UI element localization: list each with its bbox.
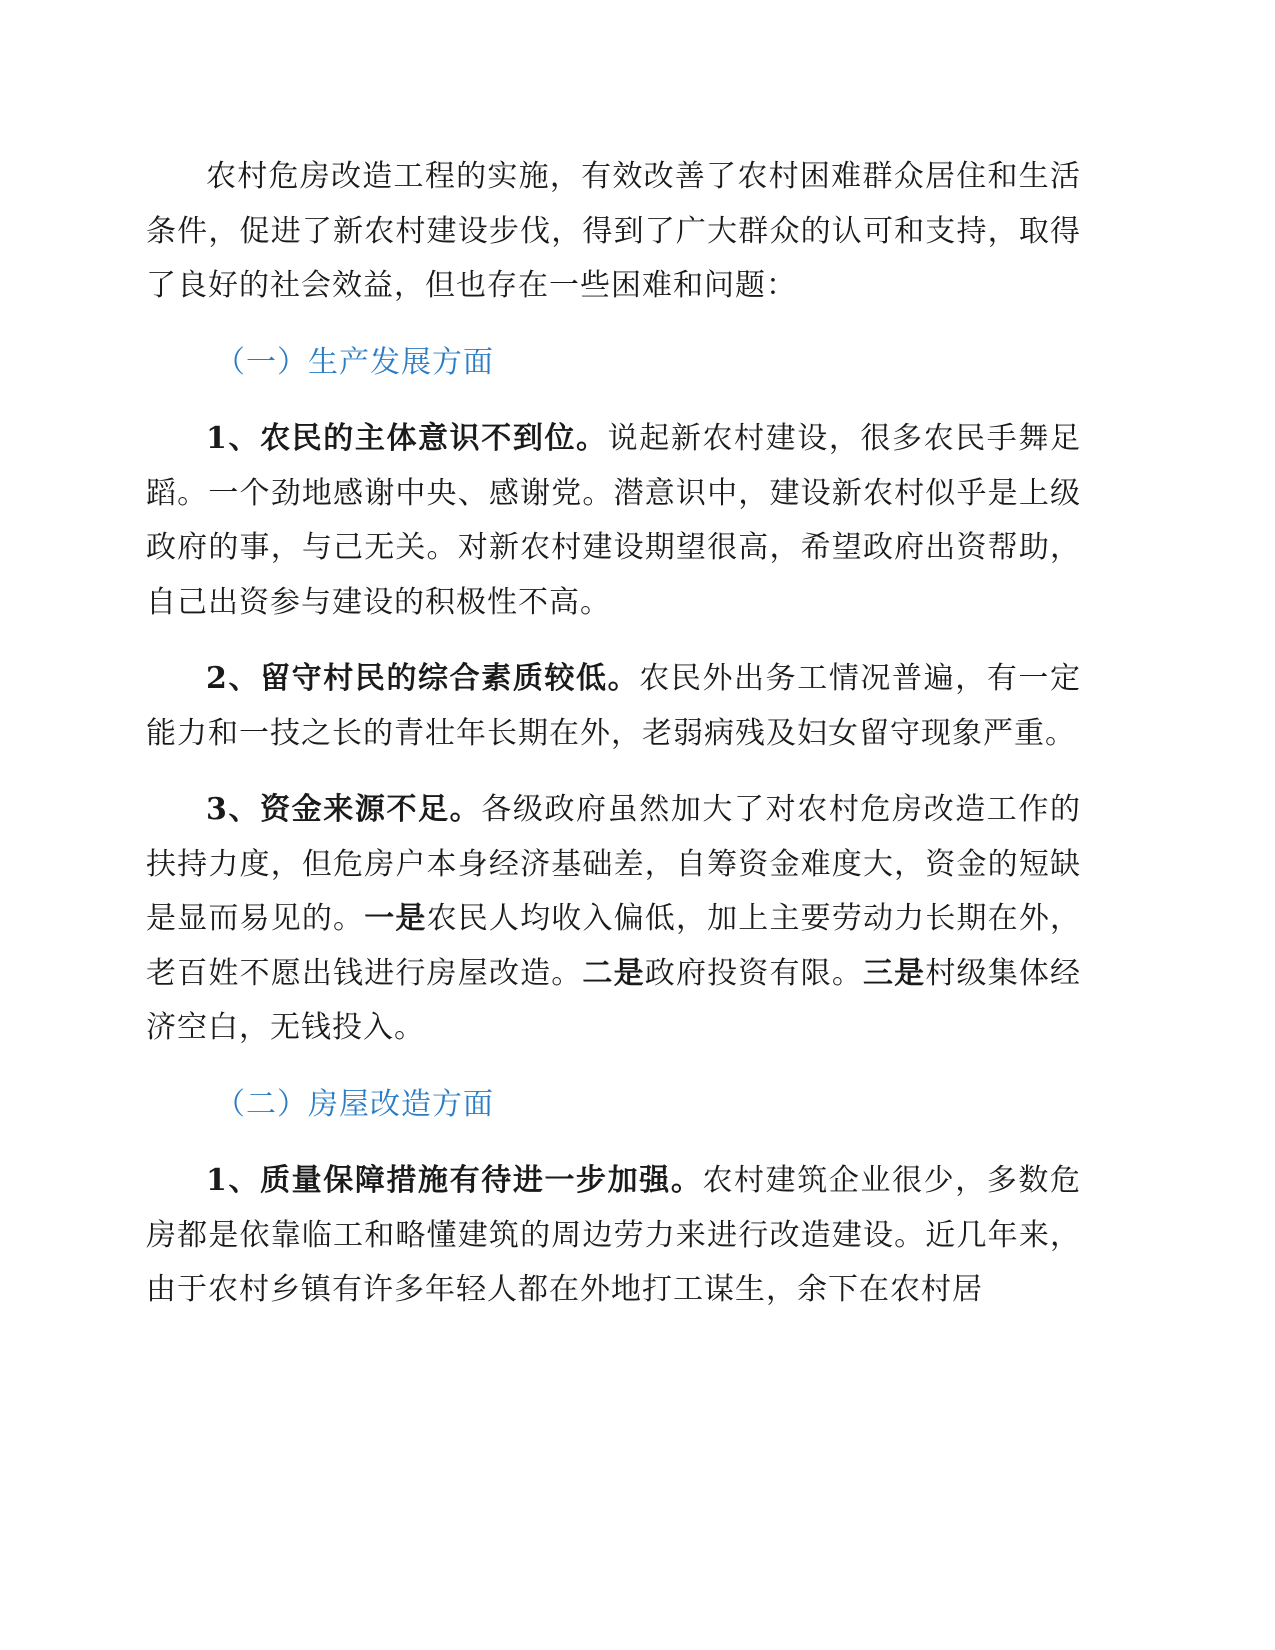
- item-1-lead: 1、农民的主体意识不到位。: [206, 421, 608, 456]
- housing-item-1-text: 农村建筑企业很少，多数危房都是依靠临工和略懂建筑的周边劳力来进行改造建设。近几年来，由于农村乡镇有许多年轻人都在外地打工谋生，余下在农村居: [146, 1163, 1082, 1307]
- paragraph-housing-item-1: [146, 1154, 1081, 1318]
- item-3-lead: 3、资金来源不足。: [206, 792, 482, 827]
- item-2-text: 农民外出务工情况普遍，有一定能力和一技之长的青壮年长期在外，老弱病残及妇女留守现象严重。: [146, 661, 1082, 751]
- housing-item-1-lead: 1、质量保障措施有待进一步加强。: [206, 1163, 703, 1198]
- paragraph-item-1: [146, 412, 1081, 630]
- item-1-text: 说起新农村建设，很多农民手舞足蹈。一个劲地感谢中央、感谢党。潜意识中，建设新农村似乎是上级政府的事，与己无关。对新农村建设期望很高，希望政府出资帮助，自己出资参与建设的积极性不高。: [146, 421, 1082, 620]
- item-3-point-3-lead: 三是: [863, 955, 926, 991]
- item-3-point-2-lead: 二是: [582, 955, 645, 991]
- paragraph-item-2: [146, 652, 1081, 761]
- paragraph-item-3: [146, 783, 1081, 1056]
- item-2-lead: 2、留守村民的综合素质较低。: [206, 661, 640, 696]
- intro-text: 农村危房改造工程的实施，有效改善了农村困难群众居住和生活条件，促进了新农村建设步伐，得到了广大群众的认可和支持，取得了良好的社会效益，但也存在一些困难和问题：: [146, 159, 1081, 303]
- section-heading-production: （一）生产发展方面: [215, 344, 494, 380]
- section-heading-housing: （二）房屋改造方面: [215, 1086, 494, 1122]
- intro-paragraph: [146, 150, 1081, 314]
- item-3-point-1-lead: 一是: [364, 901, 427, 936]
- item-3-text: 各级政府虽然加大了对农村危房改造工作的扶持力度，但危房户本身经济基础差，自筹资金难度大，资金的短缺是显而易见的。: [146, 792, 1081, 936]
- item-3-point-1-text: 农民人均收入偏低，加上主要劳动力长期在外，老百姓不愿出钱进行房屋改造。: [146, 901, 1082, 991]
- document-page: [146, 150, 1081, 1318]
- item-3-point-3-text: 村级集体经济空白，无钱投入。: [146, 955, 1082, 1045]
- item-3-point-2-text: 政府投资有限。: [644, 955, 863, 991]
